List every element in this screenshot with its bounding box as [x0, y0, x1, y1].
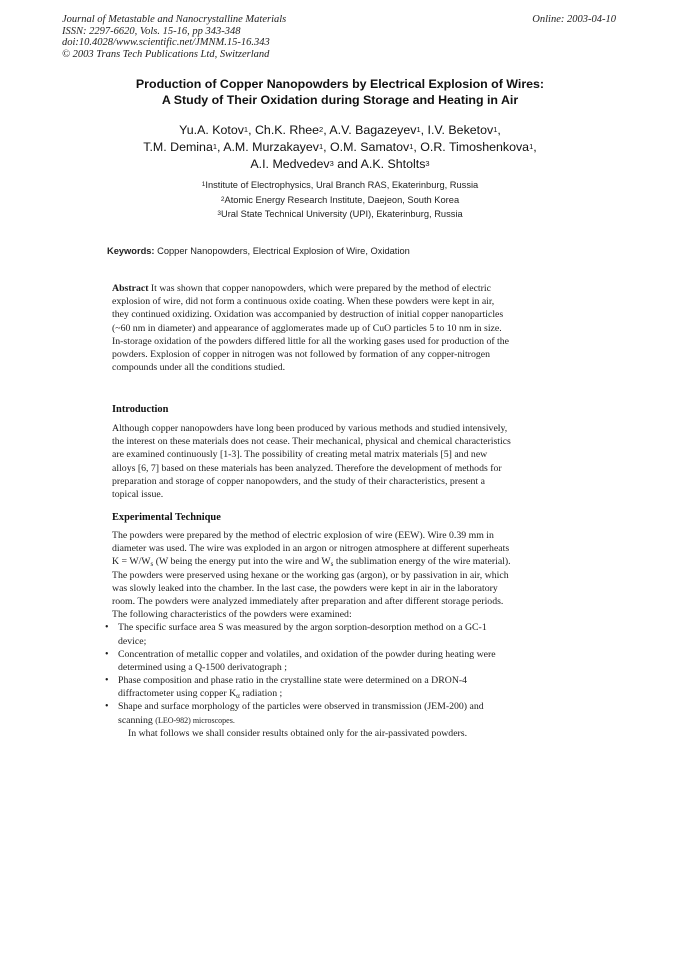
superheat-text: (W being the energy put into the wire and W — [153, 556, 331, 568]
author-separator: , — [323, 123, 330, 137]
abstract-line: explosion of wire, did not form a continuous oxide coating. When these powders were kept in air, — [112, 296, 495, 308]
author-affiliation-mark: 1 — [493, 125, 498, 134]
journal-header — [62, 14, 286, 60]
author-affiliation-mark: 1 — [416, 125, 421, 134]
author-separator: , — [533, 140, 537, 154]
journal-copyright: © 2003 Trans Tech Publications Ltd, Switzerland — [62, 48, 270, 60]
bullet-item — [102, 674, 560, 700]
author-affiliation-mark: 3 — [425, 159, 430, 168]
abstract-line: (~60 nm in diameter) and appearance of agglomerates made up of CuO particles 5 to 10 nm in size. — [112, 322, 502, 334]
superheat-text: the sublimation energy of the wire material). — [333, 556, 511, 568]
subscript: s — [150, 560, 154, 569]
bullet-text — [118, 687, 560, 700]
bullet-text: device; — [118, 635, 147, 647]
bullet-text — [118, 714, 560, 727]
exp-line: room. The powders were analyzed immediately after preparation and after different storage periods. — [112, 595, 504, 607]
author-affiliation-mark: 2 — [319, 125, 324, 134]
bullet-text: determined using a Q-1500 derivatograph ; — [118, 661, 287, 673]
introduction-body — [112, 422, 560, 501]
author-list — [70, 122, 610, 173]
bullet-icon: • — [105, 622, 109, 634]
intro-line: the interest on these materials does not cease. Their mechanical, physical and chemical characteristics — [112, 436, 511, 448]
superheat-formula: K = W/W — [112, 556, 151, 568]
exp-line: diameter was used. The wire was exploded in an argon or nitrogen atmosphere at different superheats — [112, 543, 510, 555]
intro-line: preparation and storage of copper nanopowders, and the study of their characteristics, present a — [112, 475, 485, 487]
author-name: A.K. Shtolts — [360, 157, 426, 171]
author-affiliation-mark: 1 — [243, 125, 249, 134]
author-name: Ch.K. Rhee — [254, 123, 320, 137]
abstract-text: It was shown that copper nanopowders, which were prepared by the method of electric — [148, 283, 491, 294]
journal-issn: ISSN: 2297-6620, Vols. 15-16, pp 343-348 — [62, 25, 241, 37]
abstract-line: compounds under all the conditions studied. — [112, 362, 286, 374]
author-separator: , — [413, 140, 421, 154]
bullet-icon: • — [105, 701, 109, 713]
exp-line — [112, 555, 560, 568]
online-date: Online: 2003-04-10 — [532, 14, 616, 25]
affiliation-1 — [100, 178, 580, 193]
author-name: I.V. Beketov — [427, 123, 494, 137]
author-name: O.M. Samatov — [330, 140, 410, 154]
abstract — [112, 282, 560, 374]
title-line-2: A Study of Their Oxidation during Storage and Heating in Air — [161, 92, 519, 107]
intro-line: Although copper nanopowders have long been produced by various methods and studied intensively, — [112, 423, 508, 434]
bullet-text-part: diffractometer using copper K — [118, 688, 237, 700]
intro-line: are examined continuously [1-3]. The possibility of creating metal matrix materials [5] and new — [112, 449, 488, 461]
author-name: A.I. Medvedev — [250, 157, 330, 171]
abstract-line — [112, 282, 560, 295]
author-separator: , — [420, 123, 428, 137]
intro-line: alloys [6, 7] based on these materials has been analyzed. Therefore the development of methods for — [112, 462, 502, 474]
affiliation-text: Institute of Electrophysics, Ural Branch RAS, Ekaterinburg, Russia — [205, 180, 479, 190]
author-line-3 — [70, 156, 610, 173]
bullet-text: The specific surface area S was measured by the argon sorption-desorption method on a GC-1 — [118, 622, 487, 634]
bullet-text: Phase composition and phase ratio in the crystalline state were determined on a DRON-4 — [118, 675, 468, 687]
affiliation-text: Ural State Technical University (UPI), Ekaterinburg, Russia — [220, 209, 463, 219]
keywords — [107, 246, 410, 256]
affiliation-mark: 3 — [217, 210, 221, 217]
affiliation-list — [100, 178, 580, 222]
journal-name: Journal of Metastable and Nanocrystalline Materials — [62, 14, 287, 25]
experimental-body — [105, 529, 560, 740]
intro-line: topical issue. — [112, 488, 164, 500]
bullet-item — [102, 700, 560, 726]
bullet-item — [102, 648, 560, 674]
keywords-label: Keywords: — [107, 246, 155, 256]
journal-doi[interactable]: doi:10.4028/www.scientific.net/JMNM.15-16.343 — [62, 37, 270, 49]
bullet-text: Shape and surface morphology of the particles were observed in transmission (JEM-200) and — [118, 701, 484, 713]
bullet-icon: • — [105, 675, 109, 687]
author-line-2 — [70, 139, 610, 156]
affiliation-mark: 2 — [220, 195, 225, 203]
author-separator: , — [217, 140, 224, 154]
bullet-text: Concentration of metallic copper and volatiles, and oxidation of the powder during heating were — [118, 648, 496, 660]
author-affiliation-mark: 1 — [212, 142, 218, 151]
experimental-heading: Experimental Technique — [112, 512, 221, 523]
author-separator: and — [333, 157, 361, 171]
author-name: T.M. Demina — [143, 140, 213, 154]
abstract-line: they continued oxidizing. Oxidation was accompanied by destruction of initial copper nanoparticles — [112, 309, 504, 321]
author-name: Yu.A. Kotov — [179, 123, 244, 137]
author-affiliation-mark: 1 — [409, 142, 414, 151]
author-affiliation-mark: 1 — [318, 142, 324, 151]
author-affiliation-mark: 3 — [329, 159, 334, 168]
author-affiliation-mark: 1 — [529, 142, 534, 151]
author-separator: , — [497, 123, 501, 137]
exp-line: The powders were prepared by the method of electric explosion of wire (EEW). Wire 0.39 mm in — [112, 530, 494, 541]
introduction-heading: Introduction — [112, 404, 169, 415]
author-separator: , — [248, 123, 255, 137]
closing-line: In what follows we shall consider results obtained only for the air-passivated powders. — [128, 727, 468, 739]
abstract-line: In-storage oxidation of the powders differed little for all the working gases used for production of the — [112, 335, 510, 347]
subscript: s — [330, 560, 334, 569]
exp-line: was slowly leaked into the chamber. In the last case, the powders were kept in air in the laboratory — [112, 582, 498, 594]
paper-title — [90, 77, 590, 108]
keywords-text: Copper Nanopowders, Electrical Explosion of Wire, Oxidation — [154, 246, 410, 256]
exp-line: The following characteristics of the powders were examined: — [112, 609, 352, 621]
author-name: A.M. Murzakayev — [223, 140, 319, 154]
exp-line: The powders were preserved using hexane or the working gas (argon), or by passivation in air, which — [112, 569, 509, 581]
microscope-model: (LEO-982) microscopes. — [155, 715, 235, 725]
bullet-text-part: radiation ; — [239, 688, 283, 700]
affiliation-mark: 1 — [201, 181, 206, 188]
bullet-text-part: scanning — [118, 714, 156, 726]
author-separator: , — [323, 140, 330, 154]
affiliation-2 — [100, 193, 580, 208]
author-name: A.V. Bagazeyev — [329, 123, 417, 137]
abstract-line: powders. Explosion of copper in nitrogen was not followed by formation of any copper-nitrogen — [112, 348, 490, 360]
affiliation-text: Atomic Energy Research Institute, Daejeon, South Korea — [224, 194, 460, 205]
author-name: O.R. Timoshenkova — [420, 140, 530, 154]
title-line-1: Production of Copper Nanopowders by Electrical Explosion of Wires: — [135, 77, 545, 91]
affiliation-3 — [100, 207, 580, 222]
bullet-icon: • — [105, 648, 109, 660]
abstract-label: Abstract — [112, 283, 149, 294]
author-line-1 — [70, 122, 610, 139]
subscript: α — [236, 692, 240, 701]
bullet-item — [102, 621, 560, 647]
